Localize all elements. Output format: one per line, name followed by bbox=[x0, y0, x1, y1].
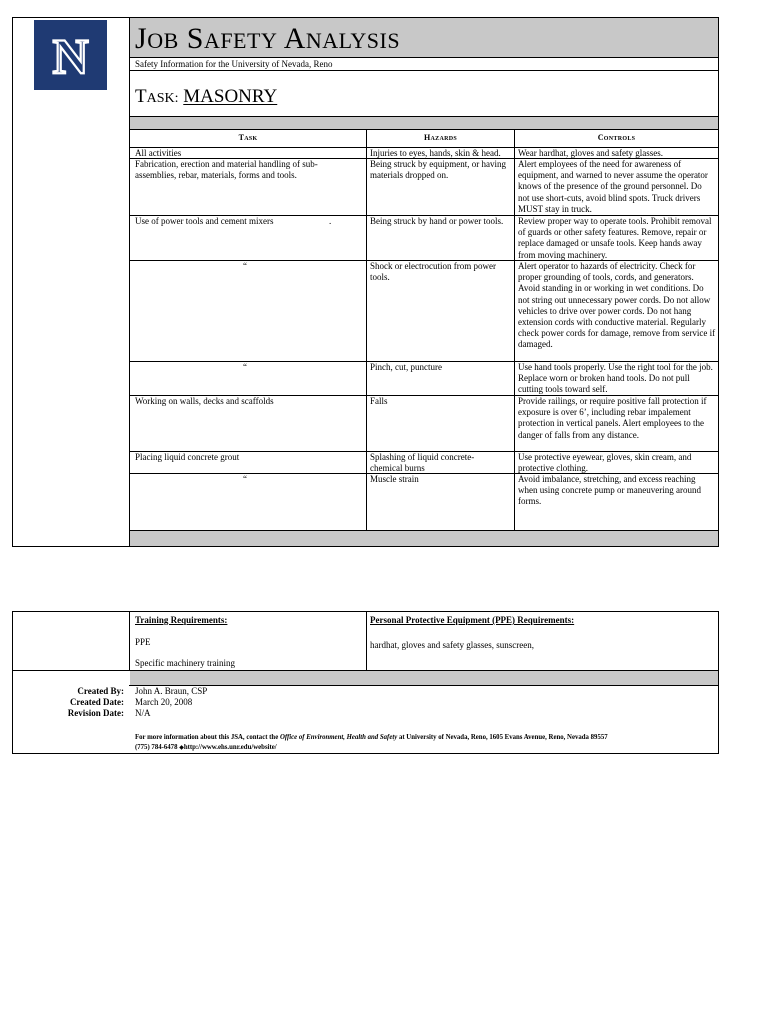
created-by-value: John A. Braun, CSP bbox=[135, 686, 208, 696]
table-bottom-band bbox=[130, 531, 718, 546]
page-subtitle: Safety Information for the University of Nevada, Reno bbox=[135, 59, 333, 69]
row-control: Provide railings, or require positive fall protection if exposure is over 6’, including rebar impalement protection in vertical panels. Alert employees to the danger of falls from any distance. bbox=[518, 396, 707, 440]
column-header-hazards: Hazards bbox=[424, 133, 457, 142]
row-control: Alert operator to hazards of electricity. Check for proper grounding of tools, cords, and generators. Avoid standing in or working in wet conditions. Do not string out unnecessary power cords. Do not allow vehicles to drive over power cords. Do not hang extension cords with conductive material. Regularly check power cords for damage, remove from service if damaged. bbox=[518, 261, 716, 350]
page-title: JOB SAFETY ANALYSIS bbox=[135, 22, 401, 55]
ditto-mark: “ bbox=[243, 261, 247, 271]
row-task: Use of power tools and cement mixers bbox=[135, 216, 274, 226]
row-control: Avoid imbalance, stretching, and excess reaching when using concrete pump or maneuvering around forms. bbox=[518, 474, 701, 507]
task-name: MASONRY bbox=[183, 86, 278, 107]
website-link[interactable]: http://www.ehs.unr.edu/website/ bbox=[183, 743, 277, 751]
ppe-text: hardhat, gloves and safety glasses, sunscreen, bbox=[370, 640, 534, 650]
ppe-heading: Personal Protective Equipment (PPE) Requirements: bbox=[370, 615, 575, 625]
diamond-bullet-icon: ◆ bbox=[179, 744, 184, 751]
row-hazard: Injuries to eyes, hands, skin & head. bbox=[370, 148, 501, 158]
contact-footer: For more information about this JSA, contact the Office of Environment, Health and Safety at University of Nevada, Reno, 1605 Evans Avenue, Reno, Nevada 89557 (775) 784-6478 ◆http://www.ehs.unr.edu/website/ bbox=[135, 734, 608, 751]
office-name: Office of Environment, Health and Safety bbox=[279, 734, 398, 741]
table-top-rule bbox=[129, 129, 719, 130]
created-date-label: Created Date: bbox=[69, 697, 124, 707]
col-divider-2 bbox=[514, 129, 515, 530]
row-task-extra: . bbox=[329, 216, 332, 226]
row-hazard: Falls bbox=[370, 396, 388, 406]
col-divider-1 bbox=[366, 129, 367, 530]
row-hazard: Shock or electrocution from power tools. bbox=[370, 261, 496, 283]
row-control: Wear hardhat, gloves and safety glasses. bbox=[518, 148, 663, 158]
training-heading: Training Requirements: bbox=[135, 615, 228, 625]
column-header-task: Task bbox=[238, 133, 258, 142]
ditto-mark: “ bbox=[243, 362, 247, 372]
requirements-band bbox=[130, 671, 718, 685]
training-item: PPE bbox=[135, 637, 151, 647]
row-task: Fabrication, erection and material handling of sub-assemblies, rebar, materials, forms and tools. bbox=[135, 159, 318, 181]
row-task: Placing liquid concrete grout bbox=[135, 452, 240, 462]
ditto-mark: “ bbox=[243, 474, 247, 484]
phone-number: (775) 784-6478 bbox=[135, 743, 178, 751]
row-hazard: Pinch, cut, puncture bbox=[370, 362, 442, 372]
title-band-rule bbox=[129, 57, 719, 58]
row-task: All activities bbox=[135, 148, 182, 158]
row-hazard: Being struck by equipment, or having materials dropped on. bbox=[370, 159, 506, 181]
task-title: TASK: MASONRY bbox=[135, 86, 278, 107]
left-column-divider bbox=[129, 17, 130, 547]
table-top-band bbox=[130, 117, 718, 129]
row-control: Use protective eyewear, gloves, skin cream, and protective clothing. bbox=[518, 452, 692, 474]
row-control: Use hand tools properly. Use the right tool for the job. Replace worn or broken hand tools. Do not pull cutting tools toward self. bbox=[518, 362, 713, 395]
requirements-divider bbox=[366, 611, 367, 671]
block-n-icon bbox=[34, 20, 107, 90]
subtitle-rule bbox=[129, 70, 719, 71]
row-hazard: Muscle strain bbox=[370, 474, 419, 484]
revision-date-label: Revision Date: bbox=[67, 708, 124, 718]
created-by-label: Created By: bbox=[77, 686, 124, 696]
row-control: Alert employees of the need for awareness of equipment, and warned to never assume the operator knows of the presence of the ground personnel. Do not use short-cuts, avoid blind spots. Truck drivers MUST stay in truck. bbox=[518, 159, 708, 214]
row-control: Review proper way to operate tools. Prohibit removal of guards or other safety features. Remove, repair or replace damaged or unsafe tools. Keep hands away from moving machinery. bbox=[518, 216, 712, 260]
row-hazard: Being struck by hand or power tools. bbox=[370, 216, 504, 226]
svg-text:N: N bbox=[52, 28, 89, 84]
row-hazard: Splashing of liquid concrete-chemical burns bbox=[370, 452, 475, 474]
created-date-value: March 20, 2008 bbox=[135, 697, 193, 707]
requirements-band-rule bbox=[129, 685, 719, 686]
revision-date-value: N/A bbox=[135, 708, 151, 718]
left-column-divider bbox=[129, 611, 130, 671]
training-item: Specific machinery training bbox=[135, 658, 235, 668]
column-header-controls: Controls bbox=[597, 133, 636, 142]
row-task: Working on walls, decks and scaffolds bbox=[135, 396, 274, 406]
university-logo bbox=[34, 20, 107, 90]
